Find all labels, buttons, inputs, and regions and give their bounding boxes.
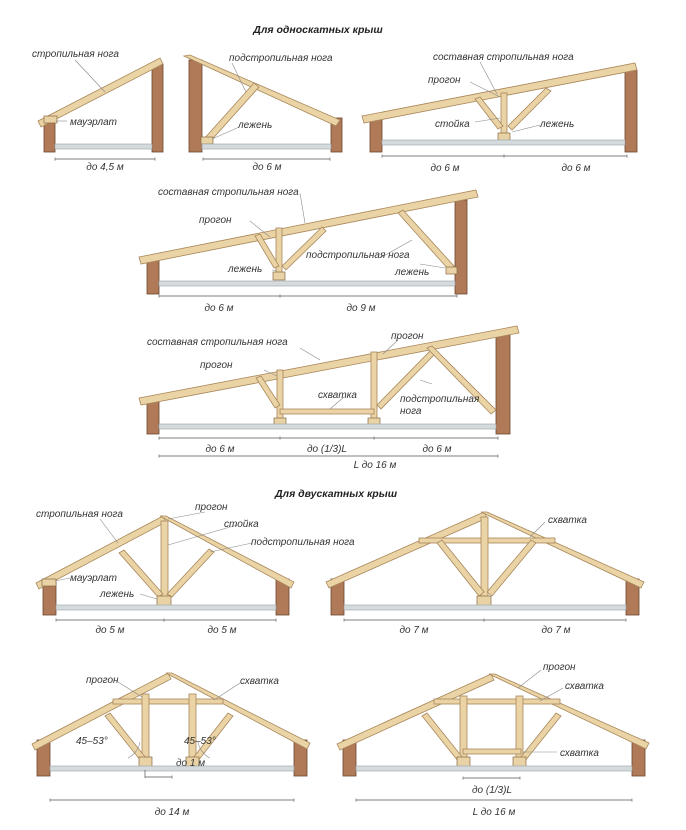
tie-beam-top [434, 699, 560, 704]
header-double-pitch: Для двускатных крыш [274, 488, 398, 500]
sill-left [457, 757, 470, 767]
post [276, 228, 282, 279]
dim-span: до 6 м [252, 162, 282, 173]
label-sill: лежень [540, 119, 575, 130]
wall-plate [42, 579, 56, 586]
label-purlin-left: прогон [200, 360, 233, 371]
dim-span-mid: до (1/3)L [307, 444, 347, 455]
label-post: стойка [435, 119, 470, 130]
dim-span-right: до 6 м [561, 163, 591, 174]
label-strut: подстропильная нога [229, 53, 333, 64]
label-sill: лежень [238, 120, 273, 131]
dim-span: до 4,5 м [86, 162, 124, 173]
tie-beam-bottom [463, 749, 521, 754]
diagram-gable-basic [36, 502, 355, 636]
wall-plate [44, 116, 57, 123]
rafter [184, 55, 340, 126]
label-sill: лежень [100, 589, 135, 600]
diagram-gable-two-posts [32, 673, 310, 818]
floor-beam [202, 144, 331, 149]
diagram-single-small [32, 49, 163, 173]
diagram-gable-two-ties [337, 662, 649, 818]
strut-right [167, 549, 214, 597]
diagram-single-tie [139, 326, 519, 471]
label-purlin: прогон [195, 502, 228, 513]
dim-span-left: до 5 м [95, 625, 125, 636]
post-left [142, 694, 149, 764]
sill [477, 596, 491, 606]
tie-beam [113, 699, 223, 704]
label-tie-top: схватка [565, 681, 604, 692]
rafter [362, 63, 637, 123]
label-angle-left: 45–53° [76, 736, 108, 747]
wall-left [370, 118, 382, 152]
wall-right [496, 335, 510, 434]
label-rafter: составная стропильная нога [147, 337, 288, 348]
sill [201, 137, 213, 144]
label-purlin: прогон [543, 662, 576, 673]
label-wall-plate: мауэрлат [70, 117, 117, 128]
dim-span-left: до 6 м [430, 163, 460, 174]
strut-left [437, 540, 484, 596]
label-rafter: стропильная нога [32, 49, 119, 60]
post [161, 521, 168, 601]
tie-beam [280, 409, 374, 414]
label-rafter: составная стропильная нога [433, 52, 574, 63]
dim-span-right: до 6 м [422, 444, 452, 455]
floor-beam [159, 281, 455, 286]
label-sill-right: лежень [395, 267, 430, 278]
floor-beam [344, 605, 626, 610]
diagram-single-posts [362, 52, 637, 174]
strut-left [105, 713, 146, 761]
post [481, 517, 488, 601]
label-tie: схватка [240, 676, 279, 687]
label-post: стойка [224, 519, 259, 530]
dim-span-left: до 7 м [399, 625, 429, 636]
floor-beam [56, 605, 276, 610]
label-tie-bottom: схватка [560, 748, 599, 759]
floor-beam [50, 766, 294, 771]
sill-right [446, 267, 457, 274]
label-rafter: стропильная нога [36, 509, 123, 520]
rafter-left [337, 674, 494, 750]
dim-offset: до 1 м [176, 758, 206, 769]
sill-mid [273, 272, 285, 280]
label-tie: схватка [318, 390, 357, 401]
dim-span-left: до 6 м [205, 444, 235, 455]
strut-right [520, 713, 561, 761]
label-purlin: прогон [428, 75, 461, 86]
label-strut-line1: подстропильная [400, 394, 480, 405]
dim-span-left: до 6 м [204, 303, 234, 314]
label-strut: подстропильная нога [306, 250, 410, 261]
wall-right [455, 200, 467, 294]
wall-right [625, 70, 637, 152]
brace-left [475, 97, 503, 129]
label-wall-plate: мауэрлат [70, 573, 117, 584]
strut [203, 83, 259, 144]
floor-beam [55, 144, 152, 149]
label-strut: подстропильная нога [251, 537, 355, 548]
label-purlin: прогон [86, 675, 119, 686]
diagram-single-strut [184, 53, 342, 173]
diagram-gable-tie [326, 512, 644, 636]
label-purlin-right: прогон [391, 331, 424, 342]
post-right [189, 694, 196, 764]
sill-left [139, 757, 152, 767]
wall-left [189, 60, 202, 152]
strut [398, 210, 454, 270]
diagram-single-long [139, 187, 478, 314]
label-strut-line2: нога [400, 406, 422, 417]
rafter-left [326, 512, 487, 588]
sill [157, 596, 171, 606]
label-sill-left: лежень [228, 264, 263, 275]
wall-left [147, 258, 159, 294]
strut-left [422, 713, 463, 761]
strut-right [487, 540, 536, 596]
floor-beam [356, 766, 632, 771]
sill-right [513, 757, 526, 767]
dim-span-right: до 5 м [207, 625, 237, 636]
label-purlin: прогон [199, 215, 232, 226]
dim-span-right: до 7 м [541, 625, 571, 636]
dim-span-total: L до 16 м [472, 807, 516, 818]
label-rafter: составная стропильная нога [158, 187, 299, 198]
wall-right [152, 64, 163, 152]
label-angle-right: 45–53° [184, 736, 216, 747]
dim-span-total: до 14 м [154, 807, 190, 818]
header-single-pitch: Для односкатных крыш [253, 24, 383, 36]
label-tie: схватка [548, 515, 587, 526]
dim-span-total: L до 16 м [353, 460, 397, 471]
dim-span-right: до 9 м [346, 303, 376, 314]
dim-span-mid: до (1/3)L [472, 785, 512, 796]
floor-beam [159, 424, 496, 429]
floor-beam [382, 140, 625, 145]
